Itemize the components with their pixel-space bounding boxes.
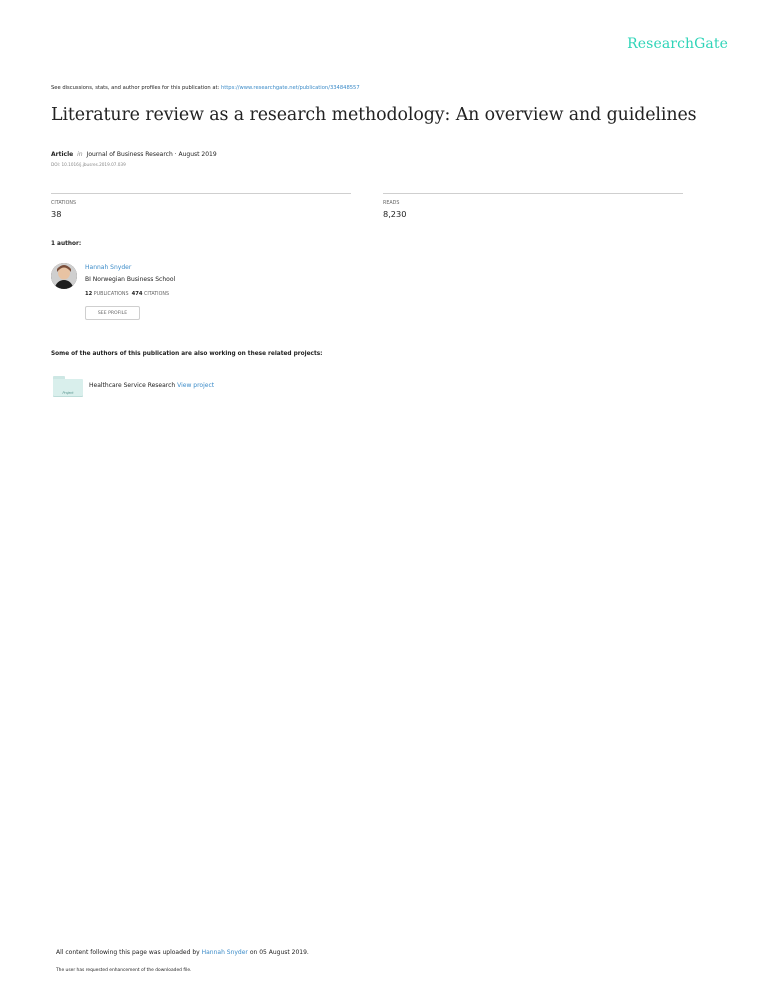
discussions-line (51, 85, 360, 91)
avatar-photo-icon (51, 263, 77, 289)
project-name: Healthcare Service Research (89, 382, 176, 389)
author-publications-label: PUBLICATIONS (93, 292, 129, 297)
journal-date[interactable]: Journal of Business Research · August 2019 (86, 151, 217, 158)
publication-url-link[interactable]: https://www.researchgate.net/publication/334848557 (220, 85, 360, 91)
reads-value: 8,230 (383, 209, 407, 219)
folder-label: Project (62, 391, 74, 395)
author-name-link[interactable]: Hannah Snyder (85, 264, 132, 271)
citations-label: CITATIONS (51, 201, 76, 206)
related-project-item (89, 382, 214, 389)
in-label: in (77, 151, 83, 158)
publication-title: Literature review as a research methodology: An overview and guidelines (51, 105, 697, 125)
author-citations-count: 474 (131, 291, 143, 297)
divider-reads (383, 193, 683, 194)
uploaded-note (56, 949, 309, 956)
author-institution[interactable]: BI Norwegian Business School (85, 276, 176, 283)
author-citations-label: CITATIONS (144, 292, 169, 297)
researchgate-logo[interactable]: ResearchGate (627, 36, 728, 52)
uploaded-suffix: on 05 August 2019. (249, 949, 309, 956)
citations-value: 38 (51, 209, 62, 219)
enhancement-note: The user has requested enhancement of the downloaded file. (56, 968, 192, 973)
uploader-link[interactable]: Hannah Snyder (201, 949, 248, 956)
related-projects-heading: Some of the authors of this publication are also working on these related projects: (51, 351, 323, 357)
doi[interactable]: DOI: 10.1016/j.jbusres.2019.07.039 (51, 162, 126, 167)
reads-label: READS (383, 201, 400, 206)
uploaded-prefix: All content following this page was uploaded by (56, 949, 200, 956)
publication-meta (51, 151, 217, 158)
see-profile-button[interactable]: SEE PROFILE (85, 306, 140, 320)
publication-type: Article (51, 151, 74, 158)
author-avatar[interactable] (51, 263, 77, 289)
folder-body (53, 379, 83, 396)
author-publications-count: 12 (85, 291, 93, 297)
author-stats (85, 291, 169, 297)
divider-citations (51, 193, 351, 194)
authors-heading: 1 author: (51, 241, 82, 247)
discussions-text: See discussions, stats, and author profiles for this publication at: (51, 85, 221, 91)
view-project-link[interactable]: View project (177, 382, 215, 389)
project-folder-icon[interactable] (51, 374, 83, 396)
